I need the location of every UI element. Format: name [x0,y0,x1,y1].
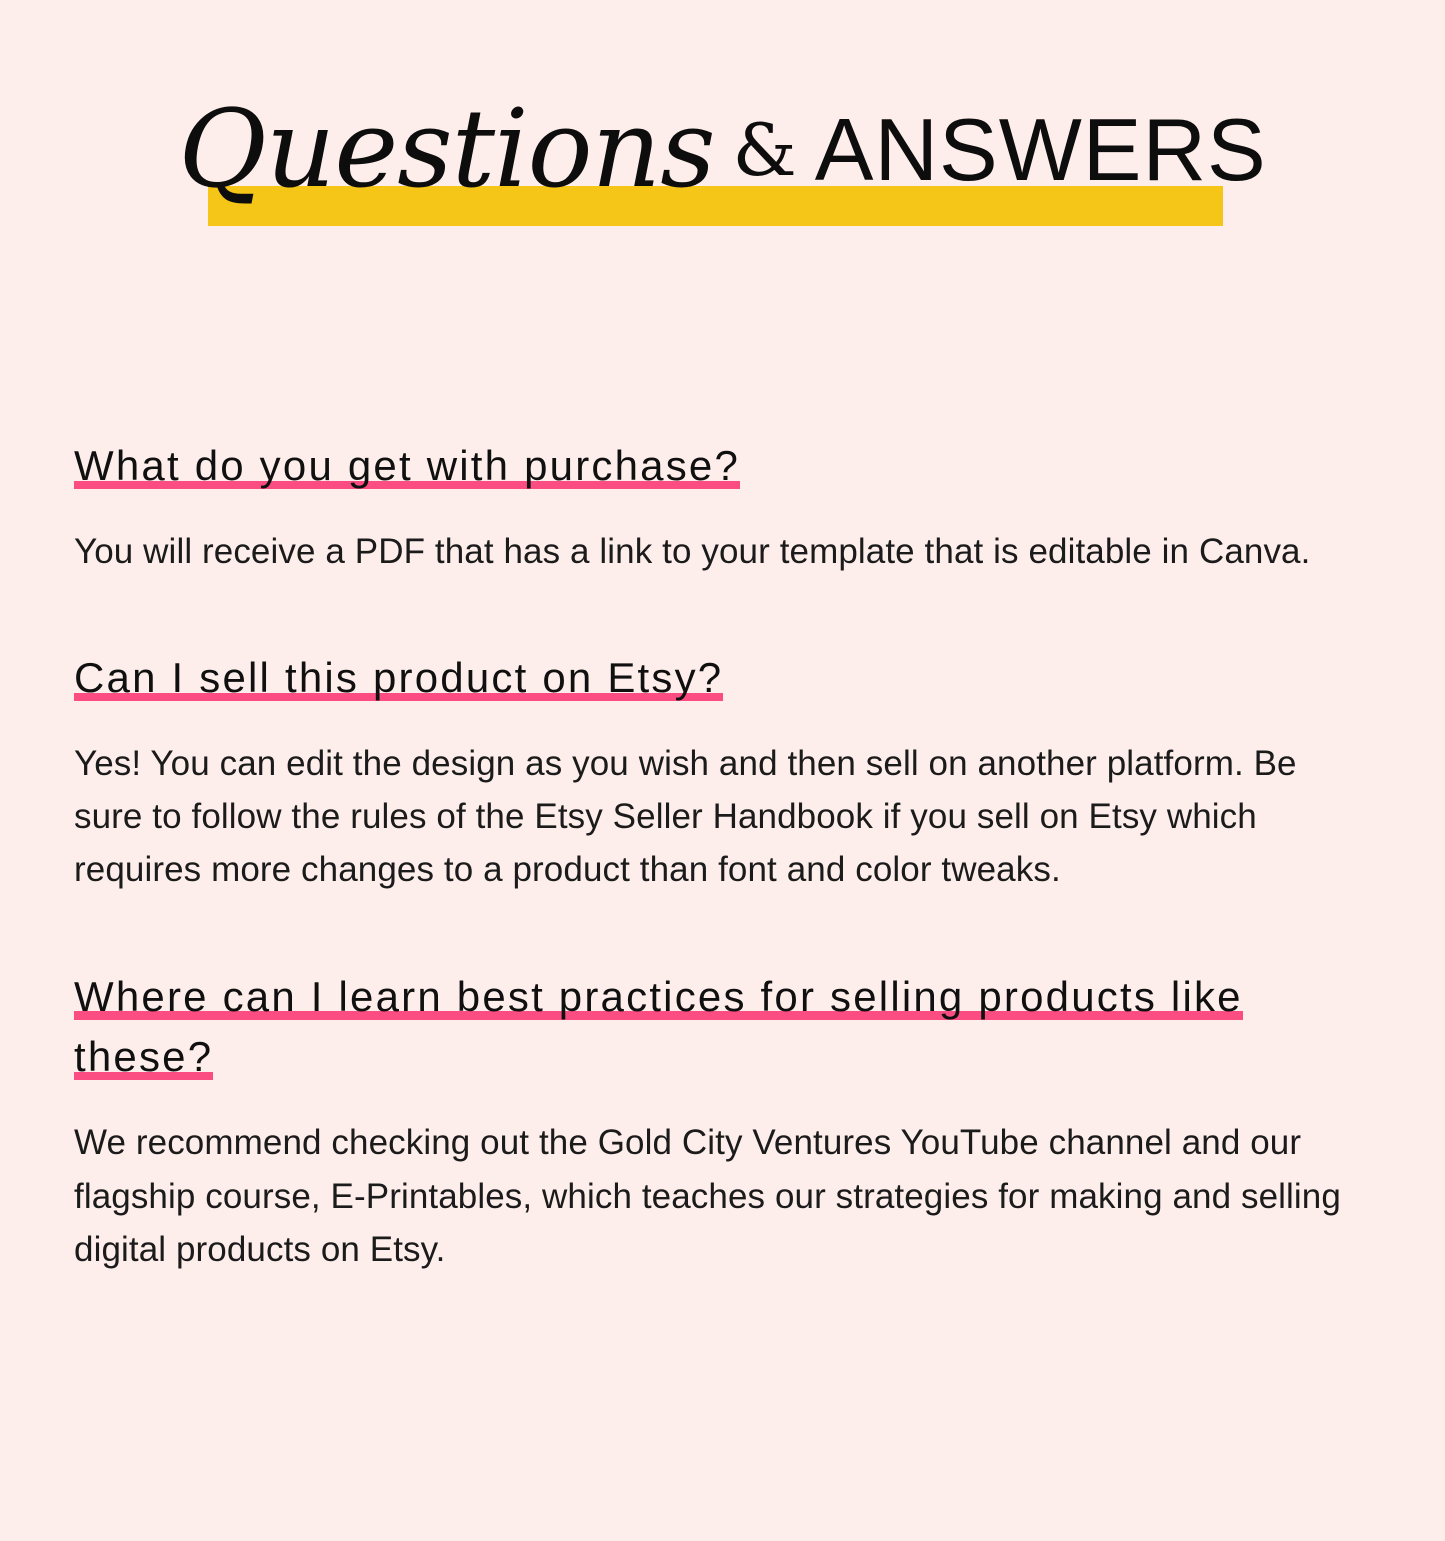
section-spacer [74,941,1371,967]
faq-question: Where can I learn best practices for selling products like these? [74,972,1243,1081]
faq-answer: We recommend checking out the Gold City Ventures YouTube channel and our flagship course, E-Printables, which teaches our strategies for making and selling digital products on Etsy. [74,1123,1341,1269]
section-spacer [74,622,1371,648]
faq-answer: You will receive a PDF that has a link to your template that is editable in Canva. [74,531,1311,571]
faq-answer: Yes! You can edit the design as you wish and then sell on another platform. Be sure to follow the rules of the Etsy Seller Handbook if you sell on Etsy which requires more changes to a product than font and color tweaks. [74,743,1297,890]
faq-page [0,87,1445,1541]
faq-question-line [74,648,1371,709]
title-script-word: Questions [178,87,715,212]
faq-question-line [74,967,1371,1089]
faq-question: Can I sell this product on Etsy? [74,654,724,702]
faq-list [74,436,1371,1276]
faq-item [74,648,1371,896]
faq-item [74,967,1371,1276]
title-ampersand: & [732,108,797,192]
faq-question-line [74,436,1371,497]
faq-item [74,436,1371,578]
page-title [0,87,1445,261]
title-caps-word: ANSWERS [814,100,1267,199]
faq-question: What do you get with purchase? [74,442,741,489]
title-text [178,87,1267,212]
